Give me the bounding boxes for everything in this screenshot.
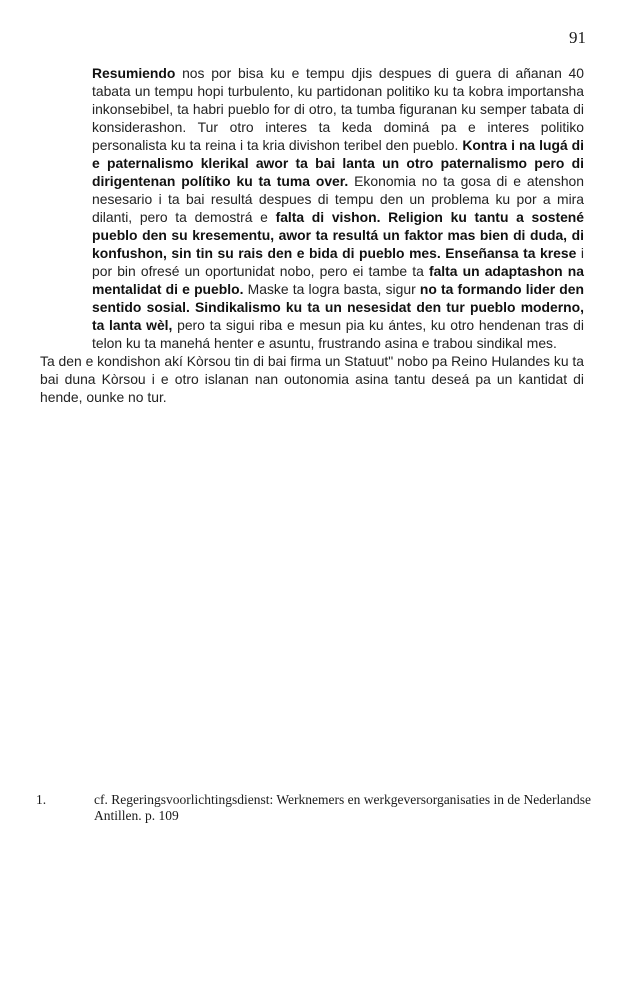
text-run: pero ta sigui riba e mesun pia ku ántes, ku otro hendenan tras di telon ku ta manehá henter e asuntu, frustrando asina e trabou sindikal mes. <box>92 317 584 351</box>
footnote-text: cf. Regeringsvoorlichtingsdienst: Werknemers en werkgeversorganisaties in de Nederlandse Antillen. p. 109 <box>94 792 592 823</box>
text-run: Maske ta logra basta, sigur <box>243 281 420 297</box>
text-run: no ta formando lider den sentido sosial. Sindikalismo ku ta un nesesidat den tur pueblo moderno, ta lanta wèl, <box>92 281 584 333</box>
paragraph-summary <box>40 64 584 352</box>
paragraph-statuut: Ta den e kondishon akí Kòrsou tin di bai firma un Statuut" nobo pa Reino Hulandes ku ta bai duna Kòrsou i e otro islanan nan outonomia asina tantu deseá pa un kantidat di hende, ounke no tur. <box>40 353 584 405</box>
text-run: Ekonomia no ta gosa di e atenshon nesesario i ta bai resultá despues di tempu den un problema ku por a mira dilanti, pero ta demostrá e <box>92 173 584 225</box>
text-run: nos por bisa ku e tempu djis despues di guera di añanan 40 tabata un tempu hopi turbulento, ku partidonan politiko ku ta kobra importansha inkonsebibel, ta habri pueblo for di otro, ta tumba figuranan ku semper tabata di konsiderashon. Tur otro interes ta keda dominá pa e interes politiko personalista ku ta reina i ta kria divishon teribel den pueblo. <box>92 65 584 153</box>
text-run: falta di vishon. Religion ku tantu a sostené pueblo den su kresementu, awor ta resultá un faktor mas bien di duda, di konfushon, sin tin su rais den e bida di pueblo mes. Enseñansa ta krese <box>92 209 584 261</box>
text-run: i por bin ofresé un oportunidat nobo, pero ei tambe ta <box>92 245 584 279</box>
footnote-number: 1. <box>36 792 47 807</box>
text-run: Resumiendo <box>92 65 176 81</box>
main-text <box>40 64 584 406</box>
text-run: Kontra i na lugá di e paternalismo klerikal awor ta bai lanta un otro paternalismo pero di dirigentenan polítiko ku ta tuma over. <box>92 137 585 189</box>
page-number: 91 <box>569 28 586 47</box>
text-run: falta un adaptashon na mentalidat di e pueblo. <box>92 263 584 297</box>
